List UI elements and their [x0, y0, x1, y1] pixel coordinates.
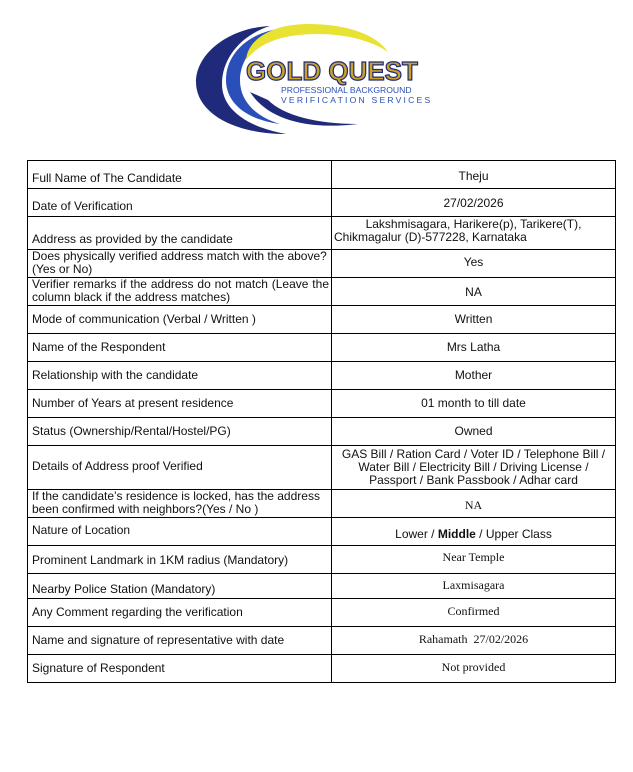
row-label: Does physically verified address match with the above? (Yes or No) [28, 250, 332, 278]
location-lower: Lower / [395, 527, 438, 541]
row-label: Nearby Police Station (Mandatory) [28, 574, 332, 599]
row-label: Status (Ownership/Rental/Hostel/PG) [28, 418, 332, 446]
table-row [28, 334, 616, 362]
row-label: Nature of Location [28, 518, 332, 546]
row-value: 27/02/2026 [332, 189, 616, 217]
table-row [28, 546, 616, 574]
row-value: Mother [332, 362, 616, 390]
row-value: Written [332, 306, 616, 334]
row-value: Owned [332, 418, 616, 446]
row-label: Name of the Respondent [28, 334, 332, 362]
logo-tagline-1: PROFESSIONAL BACKGROUND [281, 85, 412, 95]
table-row [28, 574, 616, 599]
row-value: NA [332, 278, 616, 306]
logo-tagline-2: VERIFICATION SERVICES [281, 95, 433, 105]
row-value: Not provided [332, 655, 616, 683]
row-label: Number of Years at present residence [28, 390, 332, 418]
row-label: Signature of Respondent [28, 655, 332, 683]
table-row [28, 490, 616, 518]
table-row [28, 250, 616, 278]
row-value: Rahamath 27/02/2026 [332, 627, 616, 655]
row-value: Lakshmisagara, Harikere(p), Tarikere(T), Chikmagalur (D)-577228, Karnataka [332, 217, 616, 250]
row-value: GAS Bill / Ration Card / Voter ID / Telephone Bill / Water Bill / Electricity Bill / Driving License / Passport / Bank Passbook / Adhar card [332, 446, 616, 490]
row-value: Laxmisagara [332, 574, 616, 599]
table-row [28, 390, 616, 418]
row-value: NA [332, 490, 616, 518]
table-row [28, 446, 616, 490]
row-value: Confirmed [332, 599, 616, 627]
location-upper: / Upper Class [475, 527, 552, 541]
table-row [28, 518, 616, 546]
table-row [28, 655, 616, 683]
row-label: Prominent Landmark in 1KM radius (Mandatory) [28, 546, 332, 574]
row-label: If the candidate’s residence is locked, has the address been confirmed with neighbors?(Yes / No ) [28, 490, 332, 518]
row-label: Verifier remarks if the address do not match (Leave the column black if the address matches) [28, 278, 332, 306]
row-label: Date of Verification [28, 189, 332, 217]
table-row [28, 217, 616, 250]
row-label: Address as provided by the candidate [28, 217, 332, 250]
row-label: Full Name of The Candidate [28, 161, 332, 189]
table-row [28, 362, 616, 390]
company-logo [188, 20, 450, 138]
verification-table [27, 160, 616, 683]
table-row [28, 627, 616, 655]
table-row [28, 278, 616, 306]
row-label: Relationship with the candidate [28, 362, 332, 390]
row-label: Details of Address proof Verified [28, 446, 332, 490]
row-label: Name and signature of representative with date [28, 627, 332, 655]
table-row [28, 418, 616, 446]
table-row [28, 306, 616, 334]
row-value: Near Temple [332, 546, 616, 574]
row-value [332, 518, 616, 546]
table-row [28, 161, 616, 189]
row-label: Mode of communication (Verbal / Written ) [28, 306, 332, 334]
row-value: Mrs Latha [332, 334, 616, 362]
table-row [28, 599, 616, 627]
row-value: Yes [332, 250, 616, 278]
table-row [28, 189, 616, 217]
row-value: Theju [332, 161, 616, 189]
logo-brand-text: GOLD QUEST [246, 56, 418, 86]
row-value: 01 month to till date [332, 390, 616, 418]
location-middle-selected: Middle [437, 527, 476, 541]
row-label: Any Comment regarding the verification [28, 599, 332, 627]
